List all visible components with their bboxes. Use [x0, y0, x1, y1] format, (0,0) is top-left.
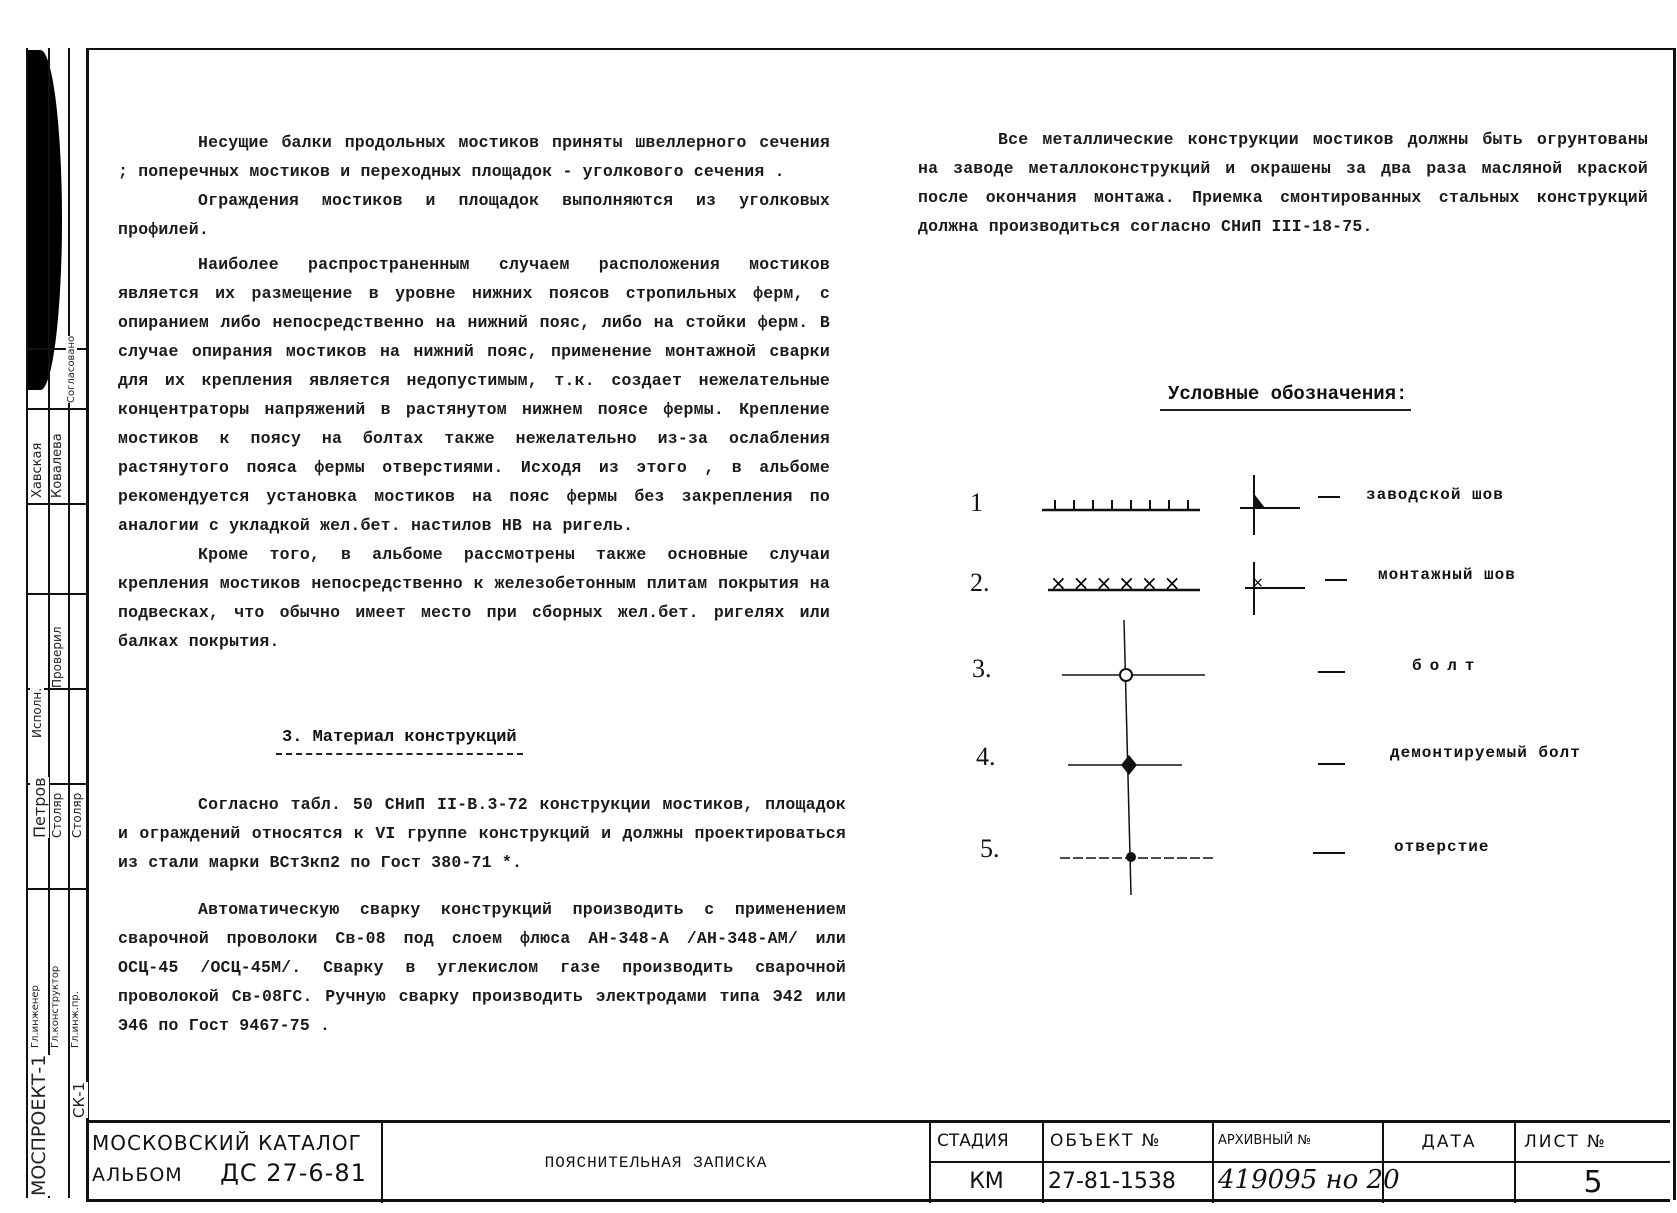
paragraph: Согласно табл. 50 СНиП II-В.3-72 конструкции мостиков, площадок и ограждений относятся к VI группе конструкций и должны проектироваться из стали марки ВСт3кп2 по Гост 380-71 *. — [118, 795, 846, 872]
object-header: ОБЪЕКТ № — [1042, 1123, 1212, 1163]
album-code: ДС 27-6-81 — [220, 1159, 367, 1187]
side-stamp-strip — [26, 48, 88, 1198]
factory-weld-section — [1240, 475, 1300, 535]
dept-code: СК-1 — [70, 1081, 88, 1118]
stage-value: КМ — [929, 1163, 1042, 1203]
paragraph: Наиболее распространенным случаем расположения мостиков является их размещение в уровне нижних поясов стропильных ферм, с опиранием либо непосредственно на нижний пояс, либо на стойки ферм. В случае опирания мостиков на нижний пояс, применение монтажной сварки для их крепления является недопустимым, т.к. создает нежелательные концентраторы напряжений в растянутом нижнем поясе фермы. Крепление мостиков к поясу на болтах также нежелательно из-за ослабления растянутого пояса фермы отверстиями. Исходя из этого , в альбоме рекомендуется установка мостиков на пояс фермы без закрепления по аналогии с укладкой жел.бет. настилов НВ на ригель. — [118, 255, 830, 535]
svg-text:××××××: ×××××× — [1050, 571, 1187, 595]
section-heading: 3. Материал конструкций — [276, 728, 523, 755]
legend-num: 2. — [970, 568, 990, 597]
frame-bottom-border — [86, 1199, 1670, 1202]
paragraph: Несущие балки продольных мостиков приняты швеллерного сечения ; поперечных мостиков и переходных площадок - уголкового сечения . — [118, 133, 830, 181]
role-name: Гл.инженер — [30, 985, 41, 1048]
strip-divider — [28, 348, 88, 350]
paragraph: Автоматическую сварку конструкций производить с применением сварочной проволоки Св-08 под слоем флюса АН-348-А /АН-348-АМ/ или ОСЦ-45 /ОСЦ-45М/. Сварку в углекислом газе производить сварочной проволокой Св-08ГС. Ручную сварку производить электродами типа Э42 или Э46 по Гост 9467-75 . — [118, 900, 846, 1035]
catalog-name: МОСКОВСКИЙ КАТАЛОГ — [92, 1131, 362, 1155]
title-block — [86, 1120, 1670, 1203]
role-name: Гл.инж.пр. — [70, 991, 81, 1048]
archive-value: 419095 но 20 — [1212, 1163, 1382, 1203]
role-name: Петров — [30, 777, 49, 838]
site-weld-symbol — [1048, 571, 1200, 595]
legend-label: отверстие — [1394, 838, 1490, 856]
strip-divider — [28, 408, 88, 410]
role-name: Ковалева — [50, 433, 65, 498]
paragraph: Все металлические конструкции мостиков должны быть огрунтованы на заводе металлоконструкций и окрашены за два раза масляной краской после окончания монтажа. Приемка смонтированных стальных конструкций должна производиться согласно СНиП III-18-75. — [918, 130, 1648, 236]
legend-label: демонтируемый болт — [1390, 744, 1581, 762]
role-name: Столяр — [70, 792, 84, 838]
album-label: АЛЬБОМ — [92, 1164, 183, 1186]
legend-num: 1 — [970, 488, 983, 517]
org-name: МОСПРОЕКТ-1 — [28, 1054, 50, 1196]
legend-num: 5. — [980, 834, 1000, 863]
catalog-cell — [86, 1123, 381, 1203]
role-name: Гл.конструктор — [50, 965, 61, 1048]
paragraph: Ограждения мостиков и площадок выполняются из уголковых профилей. — [118, 191, 830, 239]
legend-num: 4. — [976, 742, 996, 771]
removable-bolt-symbol — [1068, 755, 1182, 775]
date-header: ДАТА — [1382, 1123, 1514, 1163]
role-name: Исполн. — [30, 687, 44, 738]
stage-header: СТАДИЯ — [929, 1123, 1042, 1163]
role-name: Хавская — [30, 442, 45, 498]
strip-divider — [28, 593, 88, 595]
date-value — [1382, 1163, 1514, 1203]
legend-label: болт — [1412, 657, 1483, 675]
archive-header: АРХИВНЫЙ № — [1212, 1123, 1382, 1163]
bolt-symbol — [1062, 669, 1205, 681]
album-line — [92, 1159, 375, 1187]
sheet-header: ЛИСТ № — [1514, 1123, 1670, 1163]
svg-text:×: × — [1252, 575, 1264, 591]
sheet-value: 5 — [1514, 1163, 1670, 1203]
site-weld-section — [1245, 562, 1305, 615]
object-value: 27-81-1538 — [1042, 1163, 1212, 1203]
legend-num: 3. — [972, 654, 992, 683]
legend-label: заводской шов — [1366, 486, 1504, 504]
doc-title: ПОЯСНИТЕЛЬНАЯ ЗАПИСКА — [381, 1123, 929, 1203]
strip-divider — [28, 888, 88, 890]
role-agreed: Согласовано — [66, 335, 77, 403]
role-name: Столяр — [50, 792, 64, 838]
hole-symbol — [1060, 852, 1215, 862]
legend-title: Условные обозначения: — [1160, 383, 1411, 411]
strip-divider — [28, 503, 88, 505]
factory-weld-symbol — [1042, 500, 1200, 510]
legend-label: монтажный шов — [1378, 566, 1516, 584]
paragraph: Кроме того, в альбоме рассмотрены также основные случаи крепления мостиков непосредственно к железобетонным плитам покрытия на подвесках, что обычно имеет место при сборных жел.бет. ригелях или балках покрытия. — [118, 545, 830, 651]
role-name: Проверил — [50, 626, 64, 688]
